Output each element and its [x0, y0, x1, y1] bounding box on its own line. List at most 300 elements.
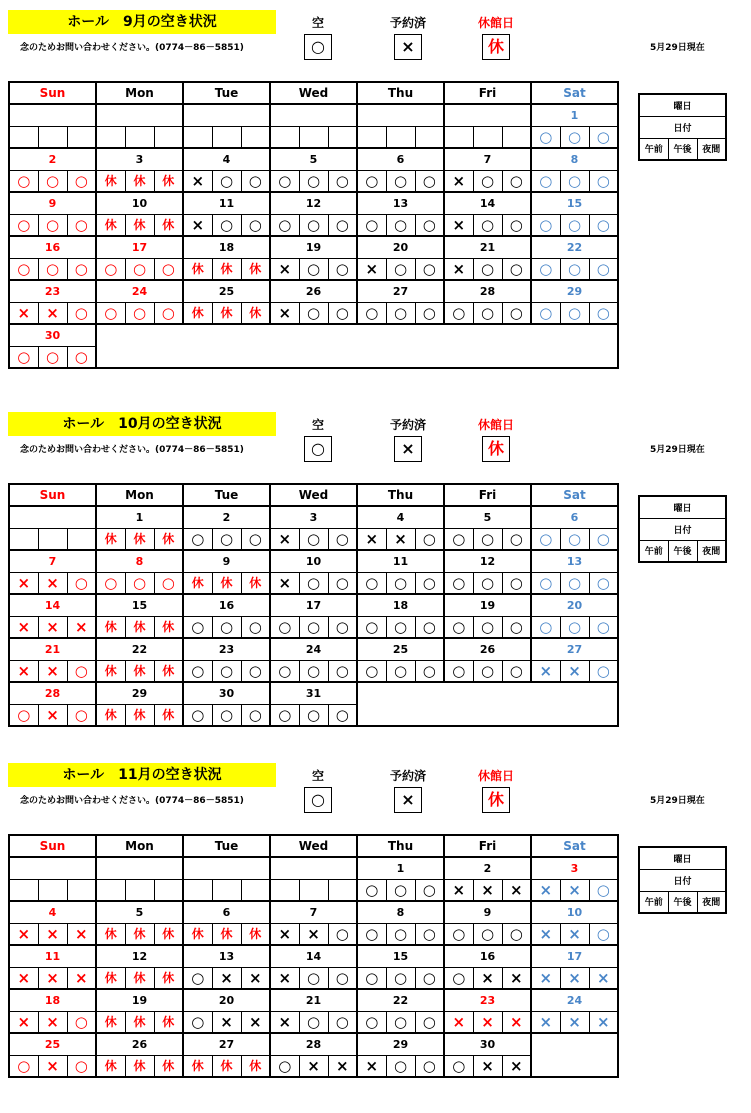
- slot-cell: ○: [183, 1011, 212, 1033]
- slot-cell: ○: [67, 214, 96, 236]
- slot-cell: [444, 126, 473, 148]
- slot-cell: [241, 126, 270, 148]
- slot-cell: [299, 126, 328, 148]
- slot-cell: 休: [154, 967, 183, 989]
- slot-cell: [38, 126, 67, 148]
- slot-cell: ○: [589, 126, 618, 148]
- slot-cell: ×: [241, 967, 270, 989]
- slot-cell: ○: [241, 214, 270, 236]
- slot-cell: ○: [589, 214, 618, 236]
- slot-cell: ×: [502, 879, 531, 901]
- legend-vacant-label: 空: [311, 16, 324, 30]
- slot-cell: 休: [183, 1055, 212, 1077]
- weekday-tue: Tue: [183, 835, 270, 857]
- calendar-table: [8, 834, 619, 1078]
- slot-cell: [67, 528, 96, 550]
- slot-cell: ○: [328, 967, 357, 989]
- slot-cell: [270, 126, 299, 148]
- slot-row: [9, 879, 618, 901]
- slot-cell: ○: [502, 528, 531, 550]
- slot-cell: ○: [415, 1011, 444, 1033]
- slot-cell: ○: [357, 879, 386, 901]
- key-slot: 夜間: [697, 540, 726, 562]
- key-slot: 夜間: [697, 891, 726, 913]
- slot-cell: ○: [386, 214, 415, 236]
- day-number: 12: [96, 945, 183, 967]
- slot-cell: 休: [125, 1011, 154, 1033]
- slot-cell: ○: [67, 1055, 96, 1077]
- date-row: [9, 989, 618, 1011]
- slot-cell: 休: [96, 704, 125, 726]
- day-number: 20: [183, 989, 270, 1011]
- slot-cell: ○: [67, 660, 96, 682]
- slot-cell: ○: [154, 572, 183, 594]
- date-row: [9, 148, 618, 170]
- legend-closed-label: 休館日: [477, 16, 514, 30]
- slot-cell: ○: [473, 616, 502, 638]
- weekday-wed: Wed: [270, 484, 357, 506]
- slot-cell: 休: [154, 704, 183, 726]
- legend-closed-label: 休館日: [477, 418, 514, 432]
- slot-cell: ○: [589, 170, 618, 192]
- day-number: 18: [357, 594, 444, 616]
- slot-cell: ×: [357, 528, 386, 550]
- key-weekday: 曜日: [639, 94, 726, 116]
- day-number: 12: [444, 550, 531, 572]
- slot-cell: ○: [473, 572, 502, 594]
- date-row: [9, 638, 618, 660]
- slot-cell: 休: [212, 258, 241, 280]
- date-row: [9, 945, 618, 967]
- slot-cell: ○: [531, 528, 560, 550]
- day-number: 23: [9, 280, 96, 302]
- slot-cell: ○: [67, 704, 96, 726]
- key-slot: 午後: [668, 891, 697, 913]
- slot-cell: 休: [125, 214, 154, 236]
- date-row: [9, 594, 618, 616]
- weekday-header-row: [9, 484, 618, 506]
- slot-cell: 休: [212, 1055, 241, 1077]
- day-number: 29: [531, 280, 618, 302]
- day-number: 11: [357, 550, 444, 572]
- slot-cell: ○: [212, 170, 241, 192]
- slot-cell: ○: [270, 704, 299, 726]
- slot-row: [9, 923, 618, 945]
- month-title: ホール 11月の空き状況: [8, 763, 276, 787]
- weekday-thu: Thu: [357, 835, 444, 857]
- slot-cell: 休: [154, 923, 183, 945]
- empty-cell: [183, 346, 270, 368]
- slot-cell: ×: [531, 923, 560, 945]
- weekday-thu: Thu: [357, 82, 444, 104]
- day-number: 20: [357, 236, 444, 258]
- slot-cell: ×: [9, 616, 38, 638]
- slot-cell: ○: [444, 572, 473, 594]
- slot-cell: ○: [386, 660, 415, 682]
- slot-cell: 休: [125, 616, 154, 638]
- slot-cell: ○: [328, 170, 357, 192]
- day-number: 26: [270, 280, 357, 302]
- day-number: [96, 857, 183, 879]
- slot-cell: 休: [241, 923, 270, 945]
- slot-cell: ○: [415, 302, 444, 324]
- slot-cell: ○: [328, 302, 357, 324]
- slot-cell: ○: [183, 616, 212, 638]
- as-of-date: 5月29日現在: [650, 445, 705, 455]
- weekday-mon: Mon: [96, 484, 183, 506]
- empty-cell: [357, 704, 444, 726]
- slot-cell: ○: [328, 704, 357, 726]
- slot-cell: 休: [125, 1055, 154, 1077]
- day-number: 25: [9, 1033, 96, 1055]
- weekday-wed: Wed: [270, 82, 357, 104]
- slot-cell: ×: [212, 1011, 241, 1033]
- slot-cell: ○: [386, 967, 415, 989]
- day-number: 17: [270, 594, 357, 616]
- slot-cell: 休: [154, 214, 183, 236]
- legend-booked-label: 予約済: [389, 769, 426, 783]
- day-number: 14: [444, 192, 531, 214]
- slot-cell: ○: [589, 258, 618, 280]
- slot-cell: ○: [444, 302, 473, 324]
- slot-cell: ○: [473, 258, 502, 280]
- slot-cell: ○: [270, 170, 299, 192]
- empty-cell: [531, 682, 618, 704]
- slot-cell: ○: [502, 170, 531, 192]
- slot-cell: ○: [9, 346, 38, 368]
- slot-cell: ○: [444, 528, 473, 550]
- slot-cell: ○: [386, 258, 415, 280]
- slot-cell: ○: [241, 170, 270, 192]
- legend-booked-mark: ×: [394, 34, 422, 60]
- slot-cell: ○: [357, 967, 386, 989]
- day-number: 23: [183, 638, 270, 660]
- slot-cell: ×: [560, 1011, 589, 1033]
- key-slot: 午前: [639, 540, 668, 562]
- slot-cell: ○: [560, 214, 589, 236]
- slot-cell: ×: [502, 1011, 531, 1033]
- slot-cell: ○: [270, 214, 299, 236]
- empty-cell: [444, 704, 531, 726]
- day-number: 4: [183, 148, 270, 170]
- day-number: [9, 104, 96, 126]
- empty-cell: [531, 704, 618, 726]
- weekday-header-row: [9, 82, 618, 104]
- slot-cell: 休: [183, 302, 212, 324]
- day-number: 22: [531, 236, 618, 258]
- slot-cell: ○: [67, 170, 96, 192]
- slot-cell: ○: [183, 528, 212, 550]
- day-number: 30: [444, 1033, 531, 1055]
- slot-cell: ○: [96, 572, 125, 594]
- slot-row: [9, 1011, 618, 1033]
- day-number: [270, 857, 357, 879]
- slot-cell: ○: [9, 704, 38, 726]
- slot-cell: ○: [67, 258, 96, 280]
- slot-cell: ○: [67, 346, 96, 368]
- slot-cell: ○: [473, 528, 502, 550]
- slot-row: [9, 660, 618, 682]
- legend-booked-label: 予約済: [389, 418, 426, 432]
- slot-cell: ×: [38, 572, 67, 594]
- slot-cell: ×: [531, 660, 560, 682]
- slot-cell: ×: [38, 1055, 67, 1077]
- day-number: 21: [270, 989, 357, 1011]
- day-number: 30: [183, 682, 270, 704]
- empty-cell: [96, 346, 183, 368]
- key-slot: 午後: [668, 138, 697, 160]
- slot-cell: ○: [444, 967, 473, 989]
- slot-cell: ×: [473, 967, 502, 989]
- slot-cell: 休: [125, 967, 154, 989]
- slot-cell: ○: [531, 302, 560, 324]
- slot-cell: [9, 126, 38, 148]
- slot-cell: ○: [96, 258, 125, 280]
- weekday-fri: Fri: [444, 484, 531, 506]
- slot-cell: ○: [502, 923, 531, 945]
- contact-note: 念のためお問い合わせください。(0774－86－5851): [20, 796, 244, 806]
- slot-cell: ○: [328, 660, 357, 682]
- month-section: [0, 10, 751, 366]
- weekday-sun: Sun: [9, 835, 96, 857]
- slot-cell: ×: [444, 1011, 473, 1033]
- slot-cell: ○: [328, 1011, 357, 1033]
- slot-cell: ×: [299, 1055, 328, 1077]
- day-number: [9, 506, 96, 528]
- empty-cell: [531, 1033, 618, 1055]
- slot-cell: ×: [270, 528, 299, 550]
- slot-cell: ×: [473, 1011, 502, 1033]
- slot-cell: ○: [183, 704, 212, 726]
- date-row: [9, 901, 618, 923]
- slot-cell: ○: [415, 1055, 444, 1077]
- slot-cell: ○: [502, 302, 531, 324]
- slot-cell: ○: [415, 258, 444, 280]
- slot-cell: ○: [241, 616, 270, 638]
- slot-cell: ○: [125, 572, 154, 594]
- slot-cell: ○: [241, 660, 270, 682]
- day-number: 2: [9, 148, 96, 170]
- slot-cell: ○: [415, 660, 444, 682]
- slot-cell: ○: [531, 572, 560, 594]
- slot-cell: 休: [241, 1055, 270, 1077]
- slot-row: [9, 170, 618, 192]
- day-number: 17: [96, 236, 183, 258]
- day-number: 9: [444, 901, 531, 923]
- slot-cell: ○: [589, 616, 618, 638]
- date-row: [9, 682, 618, 704]
- slot-cell: [9, 879, 38, 901]
- slot-cell: ○: [38, 346, 67, 368]
- slot-cell: ○: [9, 1055, 38, 1077]
- slot-cell: ○: [357, 660, 386, 682]
- slot-cell: ○: [9, 214, 38, 236]
- slot-cell: 休: [212, 572, 241, 594]
- day-number: 9: [183, 550, 270, 572]
- day-number: 7: [9, 550, 96, 572]
- slot-cell: [212, 879, 241, 901]
- weekday-sun: Sun: [9, 484, 96, 506]
- slot-cell: ○: [357, 572, 386, 594]
- slot-cell: 休: [154, 528, 183, 550]
- slot-cell: 休: [96, 660, 125, 682]
- slot-row: [9, 126, 618, 148]
- slot-cell: [67, 879, 96, 901]
- day-number: 22: [357, 989, 444, 1011]
- slot-cell: ×: [589, 967, 618, 989]
- slot-cell: ○: [386, 923, 415, 945]
- slot-cell: 休: [154, 1055, 183, 1077]
- day-number: 30: [9, 324, 96, 346]
- date-row: [9, 506, 618, 528]
- slot-cell: 休: [154, 170, 183, 192]
- month-section: [0, 412, 751, 752]
- slot-cell: ×: [560, 660, 589, 682]
- slot-cell: 休: [154, 616, 183, 638]
- slot-cell: ○: [589, 302, 618, 324]
- key-weekday: 曜日: [639, 496, 726, 518]
- slot-cell: ○: [67, 302, 96, 324]
- day-number: 3: [531, 857, 618, 879]
- day-number: 24: [96, 280, 183, 302]
- legend-booked-mark: ×: [394, 787, 422, 813]
- slot-cell: ×: [67, 923, 96, 945]
- day-number: 26: [96, 1033, 183, 1055]
- day-number: 29: [357, 1033, 444, 1055]
- slot-cell: [386, 126, 415, 148]
- day-number: 22: [96, 638, 183, 660]
- slot-cell: [38, 879, 67, 901]
- slot-cell: 休: [96, 214, 125, 236]
- slot-cell: 休: [183, 572, 212, 594]
- legend-vacant-mark: ○: [304, 787, 332, 813]
- date-row: [9, 324, 618, 346]
- day-number: 17: [531, 945, 618, 967]
- day-number: 7: [444, 148, 531, 170]
- slot-cell: ○: [357, 923, 386, 945]
- slot-cell: [212, 126, 241, 148]
- slot-cell: ×: [560, 879, 589, 901]
- slot-cell: ×: [444, 214, 473, 236]
- slot-cell: ○: [502, 258, 531, 280]
- date-row: [9, 192, 618, 214]
- day-number: [357, 104, 444, 126]
- slot-cell: [183, 126, 212, 148]
- slot-cell: ○: [415, 923, 444, 945]
- slot-cell: ○: [415, 616, 444, 638]
- slot-cell: ×: [9, 302, 38, 324]
- day-number: 10: [96, 192, 183, 214]
- slot-cell: ○: [328, 528, 357, 550]
- calendar-table: [8, 483, 619, 727]
- day-number: 8: [357, 901, 444, 923]
- slot-cell: ○: [357, 170, 386, 192]
- slot-cell: [328, 126, 357, 148]
- slot-cell: ○: [473, 170, 502, 192]
- day-number: [444, 104, 531, 126]
- slot-cell: 休: [125, 170, 154, 192]
- empty-cell: [96, 324, 183, 346]
- slot-cell: [154, 126, 183, 148]
- day-number: 31: [270, 682, 357, 704]
- weekday-tue: Tue: [183, 82, 270, 104]
- slot-cell: [328, 879, 357, 901]
- key-row: [639, 847, 726, 869]
- slot-cell: ○: [299, 660, 328, 682]
- slot-row: [9, 704, 618, 726]
- slot-cell: ×: [270, 923, 299, 945]
- day-number: 16: [444, 945, 531, 967]
- slot-cell: ○: [154, 302, 183, 324]
- slot-cell: 休: [125, 704, 154, 726]
- day-number: 11: [183, 192, 270, 214]
- slot-cell: ○: [386, 170, 415, 192]
- day-number: 12: [270, 192, 357, 214]
- day-number: 23: [444, 989, 531, 1011]
- slot-cell: 休: [96, 923, 125, 945]
- slot-cell: ○: [386, 302, 415, 324]
- month-section: [0, 763, 751, 1103]
- slot-cell: [154, 879, 183, 901]
- slot-cell: ○: [299, 572, 328, 594]
- day-number: 16: [183, 594, 270, 616]
- slot-cell: ○: [299, 528, 328, 550]
- day-number: [183, 104, 270, 126]
- slot-cell: ○: [212, 528, 241, 550]
- slot-cell: ○: [328, 258, 357, 280]
- slot-cell: ○: [299, 616, 328, 638]
- month-title: ホール 9月の空き状況: [8, 10, 276, 34]
- key-date: 日付: [639, 869, 726, 891]
- day-number: 2: [444, 857, 531, 879]
- slot-cell: [125, 126, 154, 148]
- slot-cell: 休: [241, 572, 270, 594]
- day-number: 24: [270, 638, 357, 660]
- key-row: [639, 138, 726, 160]
- day-number: [183, 857, 270, 879]
- slot-row: [9, 1055, 618, 1077]
- legend-booked-mark: ×: [394, 436, 422, 462]
- slot-cell: ○: [299, 302, 328, 324]
- key-row: [639, 891, 726, 913]
- slot-cell: ×: [299, 923, 328, 945]
- slot-cell: ○: [589, 879, 618, 901]
- day-number: 6: [531, 506, 618, 528]
- slot-cell: ○: [444, 923, 473, 945]
- slot-cell: ×: [67, 967, 96, 989]
- weekday-sun: Sun: [9, 82, 96, 104]
- weekday-sat: Sat: [531, 835, 618, 857]
- day-number: 13: [183, 945, 270, 967]
- slot-cell: ○: [357, 616, 386, 638]
- slot-cell: ○: [502, 214, 531, 236]
- legend-closed-mark: 休: [482, 436, 510, 462]
- slot-cell: ○: [444, 616, 473, 638]
- slot-cell: ×: [560, 967, 589, 989]
- day-number: 27: [357, 280, 444, 302]
- slot-cell: ×: [38, 660, 67, 682]
- empty-cell: [357, 324, 444, 346]
- slot-cell: ○: [212, 660, 241, 682]
- month-title: ホール 10月の空き状況: [8, 412, 276, 436]
- slot-cell: ×: [67, 616, 96, 638]
- empty-cell: [444, 682, 531, 704]
- slot-cell: [96, 879, 125, 901]
- empty-cell: [357, 346, 444, 368]
- day-number: 5: [270, 148, 357, 170]
- slot-cell: [9, 528, 38, 550]
- slot-cell: ×: [444, 170, 473, 192]
